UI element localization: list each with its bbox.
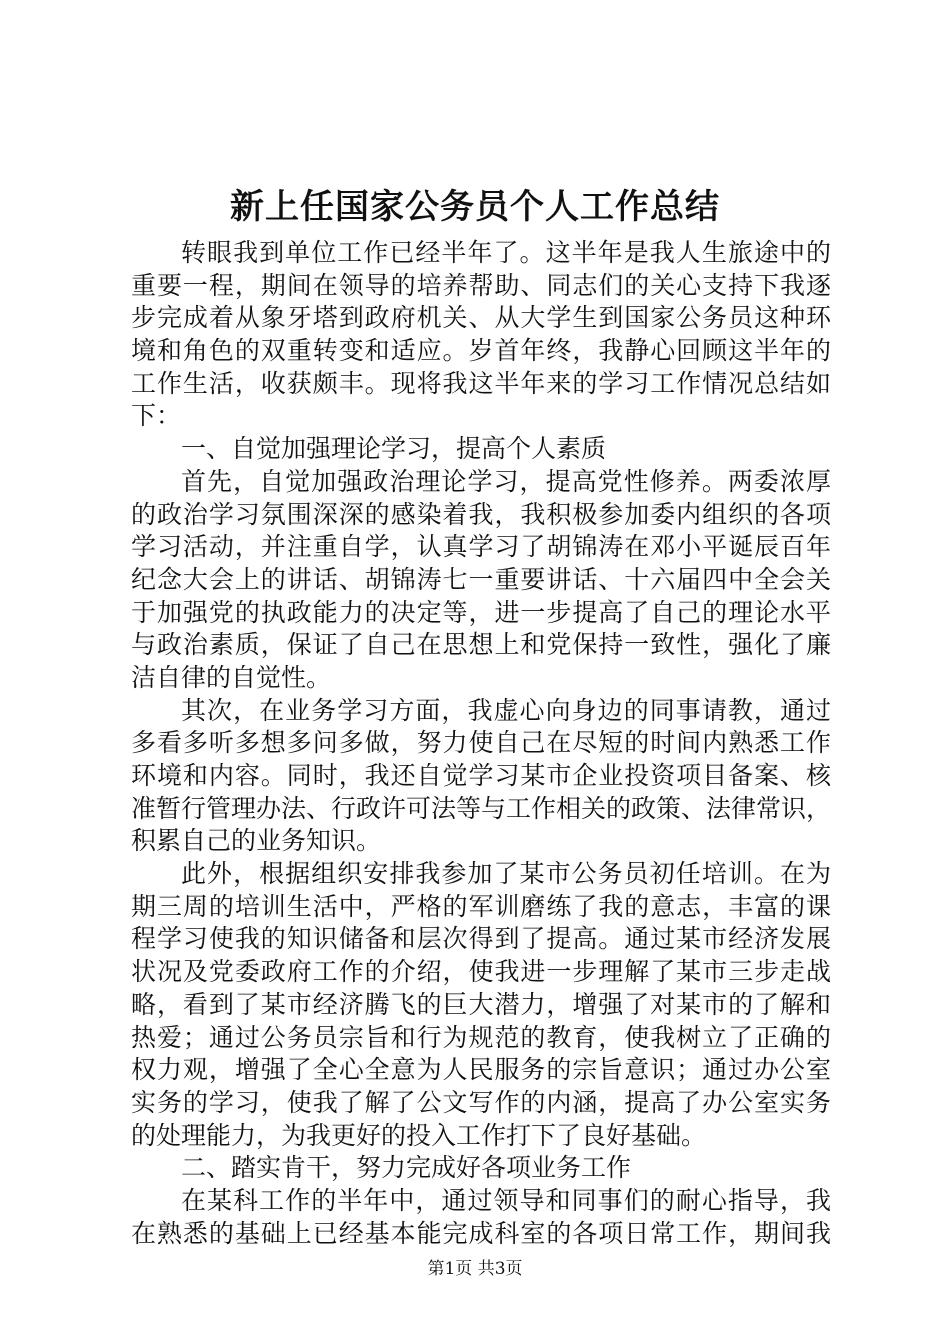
section-heading-line: 一、自觉加强理论学习，提高个人素质	[181, 434, 607, 464]
paragraph-line: 洁自律的自觉性。	[131, 662, 332, 692]
paragraph-line: 准暂行管理办法、行政许可法等与工作相关的政策、法律常识，	[131, 793, 832, 823]
paragraph-line: 此外，根据组织安排我参加了某市公务员初任培训。在为	[181, 859, 831, 889]
paragraph-line: 在熟悉的基础上已经基本能完成科室的各项日常工作，期间我	[131, 1218, 831, 1248]
paragraph-line: 重要一程，期间在领导的培养帮助、同志们的关心支持下我逐	[131, 270, 831, 300]
paragraph-line: 其次，在业务学习方面，我虚心向身边的同事请教，通过	[181, 695, 831, 725]
paragraph-line: 期三周的培训生活中，严格的军训磨练了我的意志，丰富的课	[131, 891, 831, 921]
paragraph-line: 程学习使我的知识储备和层次得到了提高。通过某市经济发展	[131, 924, 831, 954]
paragraph-line: 略，看到了某市经济腾飞的巨大潜力，增强了对某市的了解和	[131, 989, 831, 1019]
paragraph-line: 下：	[131, 401, 182, 431]
paragraph-line: 多看多听多想多问多做，努力使自己在尽短的时间内熟悉工作	[131, 728, 831, 758]
paragraph-line: 权力观，增强了全心全意为人民服务的宗旨意识；通过办公室	[131, 1055, 831, 1085]
paragraph-line: 工作生活，收获颇丰。现将我这半年来的学习工作情况总结如	[131, 368, 831, 398]
paragraph-line: 于加强党的执政能力的决定等，进一步提高了自己的理论水平	[131, 597, 831, 627]
page-footer: 第1页 共3页	[427, 1259, 523, 1279]
paragraph-line: 境和角色的双重转变和适应。岁首年终，我静心回顾这半年的	[131, 336, 831, 366]
paragraph-line: 积累自己的业务知识。	[131, 826, 382, 856]
paragraph-line: 纪念大会上的讲话、胡锦涛七一重要讲话、十六届四中全会关	[131, 564, 831, 594]
paragraph-line: 步完成着从象牙塔到政府机关、从大学生到国家公务员这种环	[131, 303, 831, 333]
document-title: 新上任国家公务员个人工作总结	[230, 187, 720, 227]
paragraph-line: 状况及党委政府工作的介绍，使我进一步理解了某市三步走战	[131, 957, 831, 987]
paragraph-line: 的处理能力，为我更好的投入工作打下了良好基础。	[131, 1120, 707, 1150]
paragraph-line: 环境和内容。同时，我还自觉学习某市企业投资项目备案、核	[131, 761, 831, 790]
paragraph-line: 与政治素质，保证了自己在思想上和党保持一致性，强化了廉	[131, 630, 831, 660]
paragraph-line: 转眼我到单位工作已经半年了。这半年是我人生旅途中的	[181, 238, 831, 267]
paragraph-line: 的政治学习氛围深深的感染着我，我积极参加委内组织的各项	[131, 499, 831, 529]
paragraph-line: 学习活动，并注重自学，认真学习了胡锦涛在邓小平诞辰百年	[131, 532, 831, 562]
section-heading-line: 二、踏实肯干，努力完成好各项业务工作	[181, 1153, 632, 1183]
document-body	[131, 237, 831, 1250]
paragraph-line: 实务的学习，使我了解了公文写作的内涵，提高了办公室实务	[131, 1087, 831, 1117]
paragraph-line: 在某科工作的半年中，通过领导和同事们的耐心指导，我	[181, 1185, 831, 1215]
paragraph-line: 首先，自觉加强政治理论学习，提高党性修养。两委浓厚	[181, 466, 831, 496]
paragraph-line: 热爱；通过公务员宗旨和行为规范的教育，使我树立了正确的	[131, 1022, 831, 1052]
